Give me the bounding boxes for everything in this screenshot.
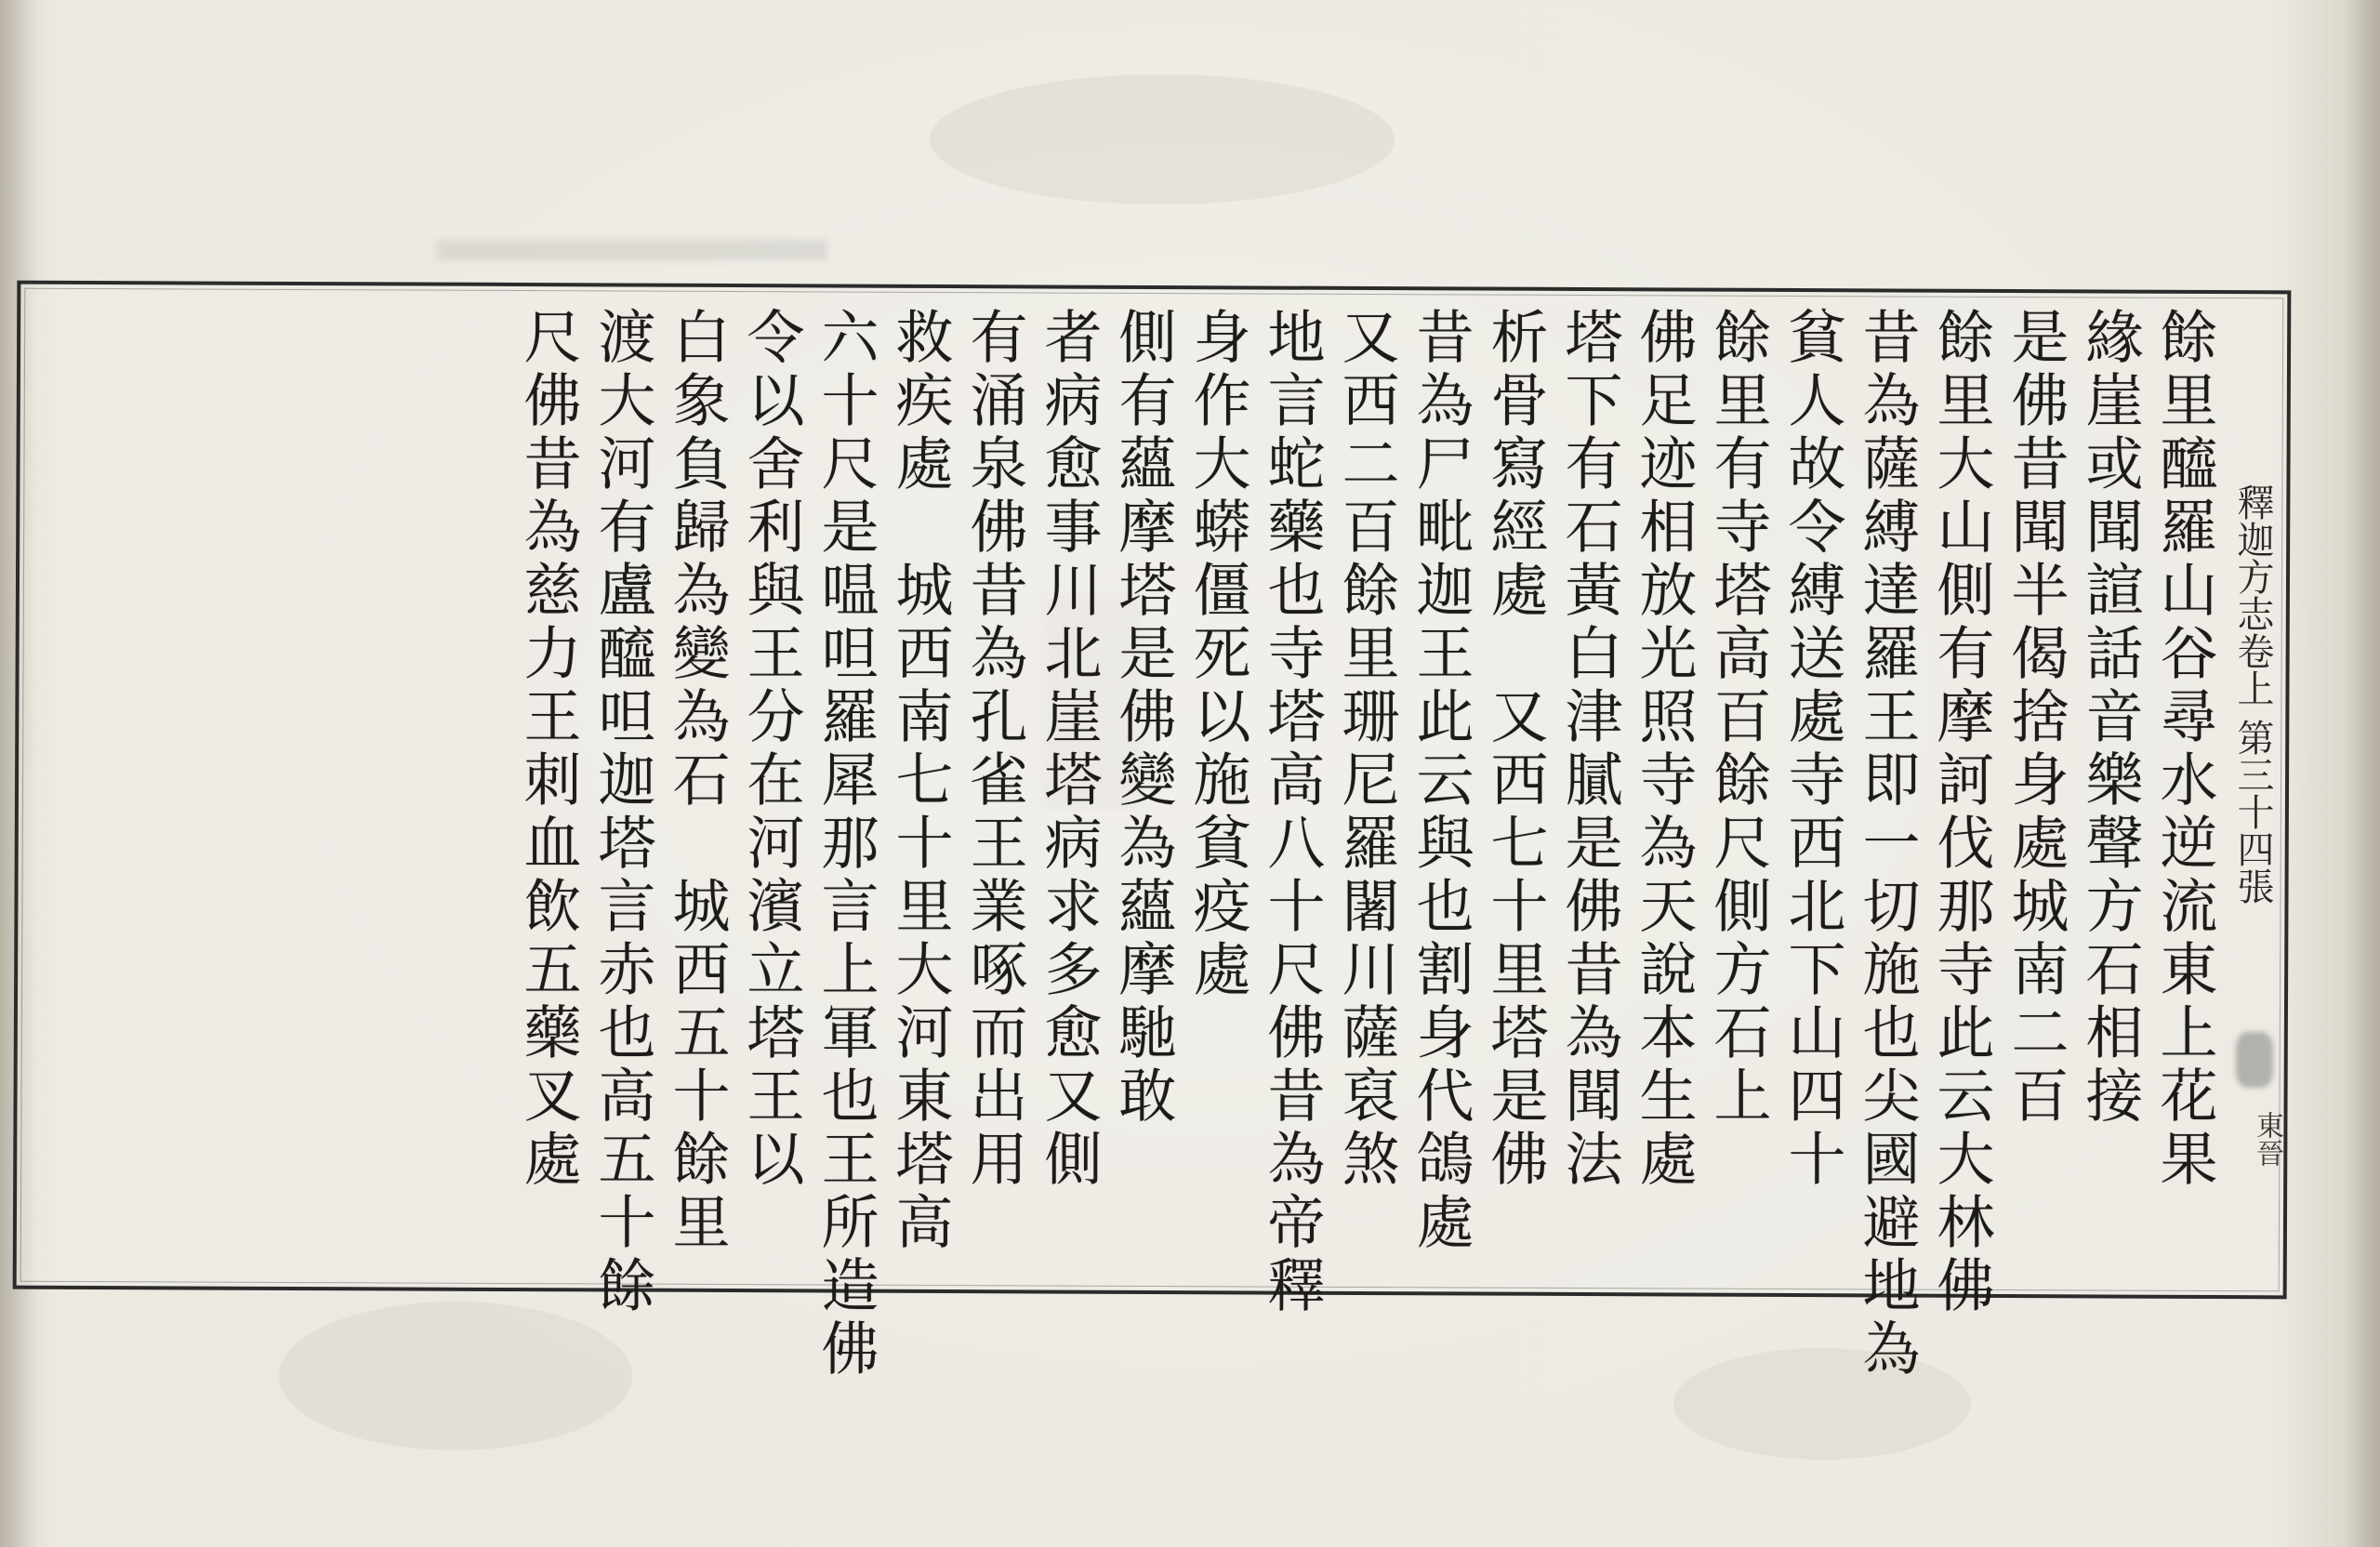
text-column: 有涌泉佛昔為孔雀王業啄而出用 (960, 307, 1028, 1192)
text-column: 白象負歸為變為石 城西五十餘里 (663, 307, 731, 1255)
right-edge-shadow (2343, 0, 2380, 1547)
text-column: 佛足迹相放光照寺為天說本生處 (1630, 307, 1698, 1192)
text-column: 側有蘊摩塔是佛變為蘊摩馳敢 (1109, 307, 1177, 1129)
text-column: 餘里有寺塔高百餘尺側方石上 (1704, 307, 1772, 1129)
text-column: 又西二百餘里珊尼羅闍川薩裒煞 (1332, 307, 1400, 1192)
text-column: 者病愈事川北崖塔病求多愈又側 (1035, 307, 1103, 1192)
text-column: 尺佛昔為慈力王刺血飲五藥叉處 (514, 307, 582, 1192)
text-column: 是佛昔聞半偈捨身處城南二百 (2002, 307, 2069, 1129)
text-column: 餘里醯羅山谷尋水逆流東上花果 (2150, 307, 2218, 1192)
vertical-text-block (80, 307, 2218, 1382)
text-column: 六十尺是嗢呾羅犀那言上軍也王所造佛 (812, 307, 879, 1382)
text-column: 救疾處 城西南七十里大河東塔高 (886, 307, 954, 1255)
ink-smudge (2236, 1032, 2273, 1088)
bleed-through-marks (437, 240, 827, 260)
text-column: 令以舍利與王分在河濱立塔王以 (737, 307, 805, 1192)
running-title: 釋迦方志卷上 第三十四張 (2231, 483, 2274, 905)
paper-stain (1673, 1348, 1971, 1460)
paper-stain (930, 74, 1395, 205)
seal-mark: 東晉 (2251, 1111, 2283, 1167)
text-column: 餘里大山側有摩訶伐那寺此云大林佛 (1927, 307, 1995, 1318)
text-column: 緣崖或聞諠話音樂聲方石相接 (2076, 307, 2144, 1129)
text-column: 塔下有石黃白津膩是佛昔為聞法 (1555, 307, 1623, 1192)
text-column: 地言蛇藥也寺塔高八十尺佛昔為帝釋 (1258, 307, 1326, 1318)
text-column: 析骨寫經處 又西七十里塔是佛 (1481, 307, 1549, 1192)
paper-stain (279, 1302, 632, 1450)
text-column: 貧人故令縛送處寺西北下山四十 (1778, 307, 1846, 1192)
text-column: 身作大蟒僵死以施貧疫處 (1183, 307, 1251, 1002)
text-column: 渡大河有盧醯呾迦塔言赤也高五十餘 (588, 307, 656, 1318)
text-column: 昔為薩縛達羅王即一切施也尖國避地為 (1853, 307, 1921, 1382)
text-column: 昔為尸毗迦王此云與也割身代鴿處 (1407, 307, 1474, 1255)
